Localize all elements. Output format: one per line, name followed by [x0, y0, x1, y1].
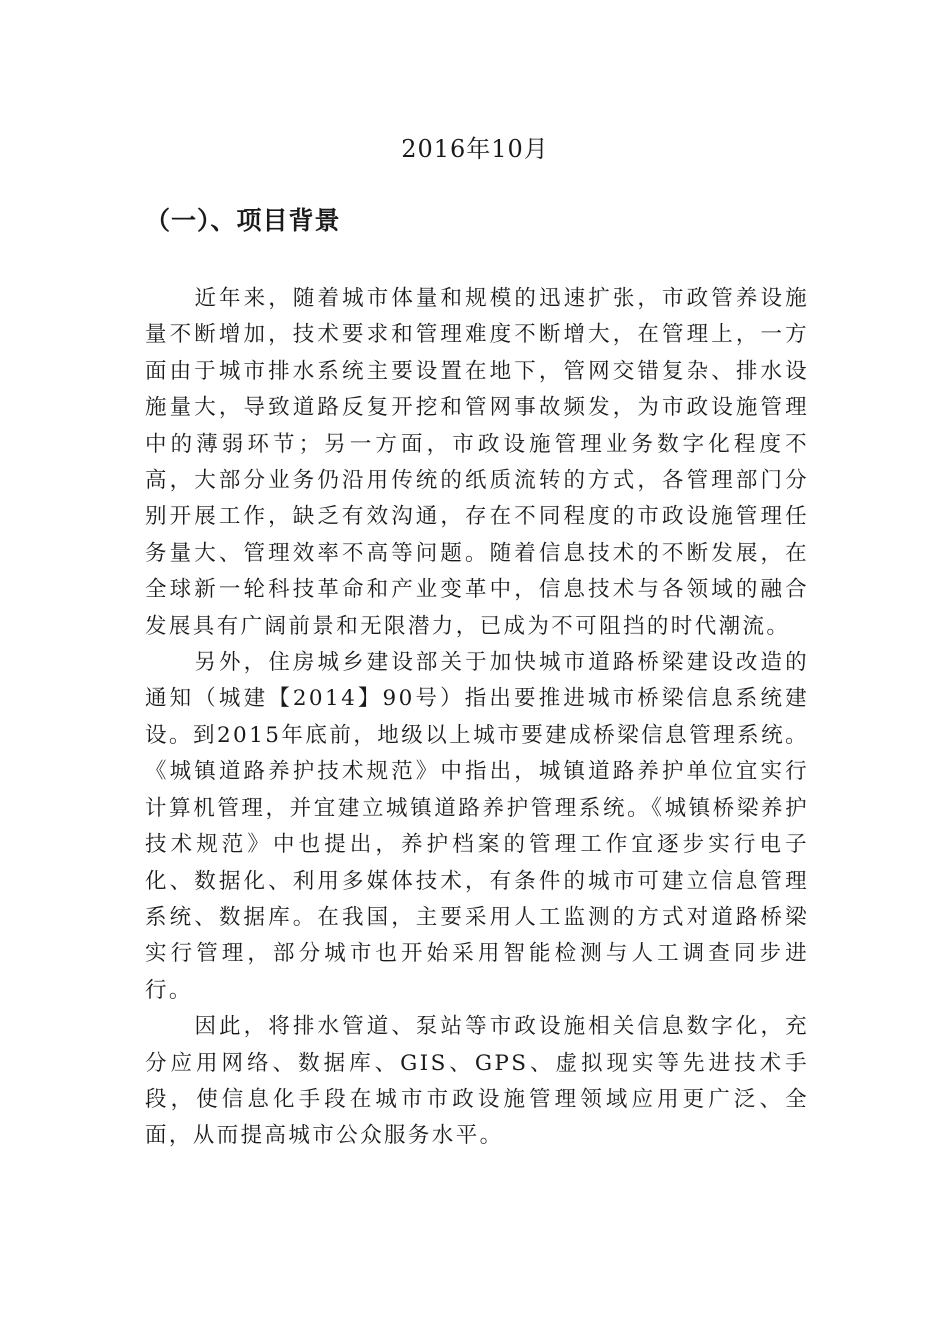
section-heading: （一）、项目背景 [145, 206, 341, 235]
document-date: 2016年10月 [401, 135, 549, 163]
paragraph-policy: 另外，住房城乡建设部关于加快城市道路桥梁建设改造的通知（城建【2014】90号）指出要推进城市桥梁信息系统建设。到2015年底前，地级以上城市要建成桥梁信息管理系统。《城镇道路养护技术规范》中指出，城镇道路养护单位宜实行计算机管理，并宜建立城镇道路养护管理系统。《城镇桥梁养护技术规范》中也提出，养护档案的管理工作宜逐步实行电子化、数据化、利用多媒体技术，有条件的城市可建立信息管理系统、数据库。在我国，主要采用人工监测的方式对道路桥梁实行管理，部分城市也开始采用智能检测与人工调查同步进行。 [145, 650, 809, 1003]
paragraph-conclusion: 因此，将排水管道、泵站等市政设施相关信息数字化，充分应用网络、数据库、GIS、GPS、虚拟现实等先进技术手段，使信息化手段在城市市政设施管理领域应用更广泛、全面，从而提高城市公众服务水平。 [145, 1014, 809, 1149]
section-body [145, 281, 809, 1155]
paragraph-background: 近年来，随着城市体量和规模的迅速扩张，市政管养设施量不断增加，技术要求和管理难度不断增大，在管理上，一方面由于城市排水系统主要设置在地下，管网交错复杂、排水设施量大，导致道路反复开挖和管网事故频发，为市政设施管理中的薄弱环节；另一方面，市政设施管理业务数字化程度不高，大部分业务仍沿用传统的纸质流转的方式，各管理部门分别开展工作，缺乏有效沟通，存在不同程度的市政设施管理任务量大、管理效率不高等问题。随着信息技术的不断发展，在全球新一轮科技革命和产业变革中，信息技术与各领域的融合发展具有广阔前景和无限潜力，已成为不可阻挡的时代潮流。 [145, 286, 809, 639]
